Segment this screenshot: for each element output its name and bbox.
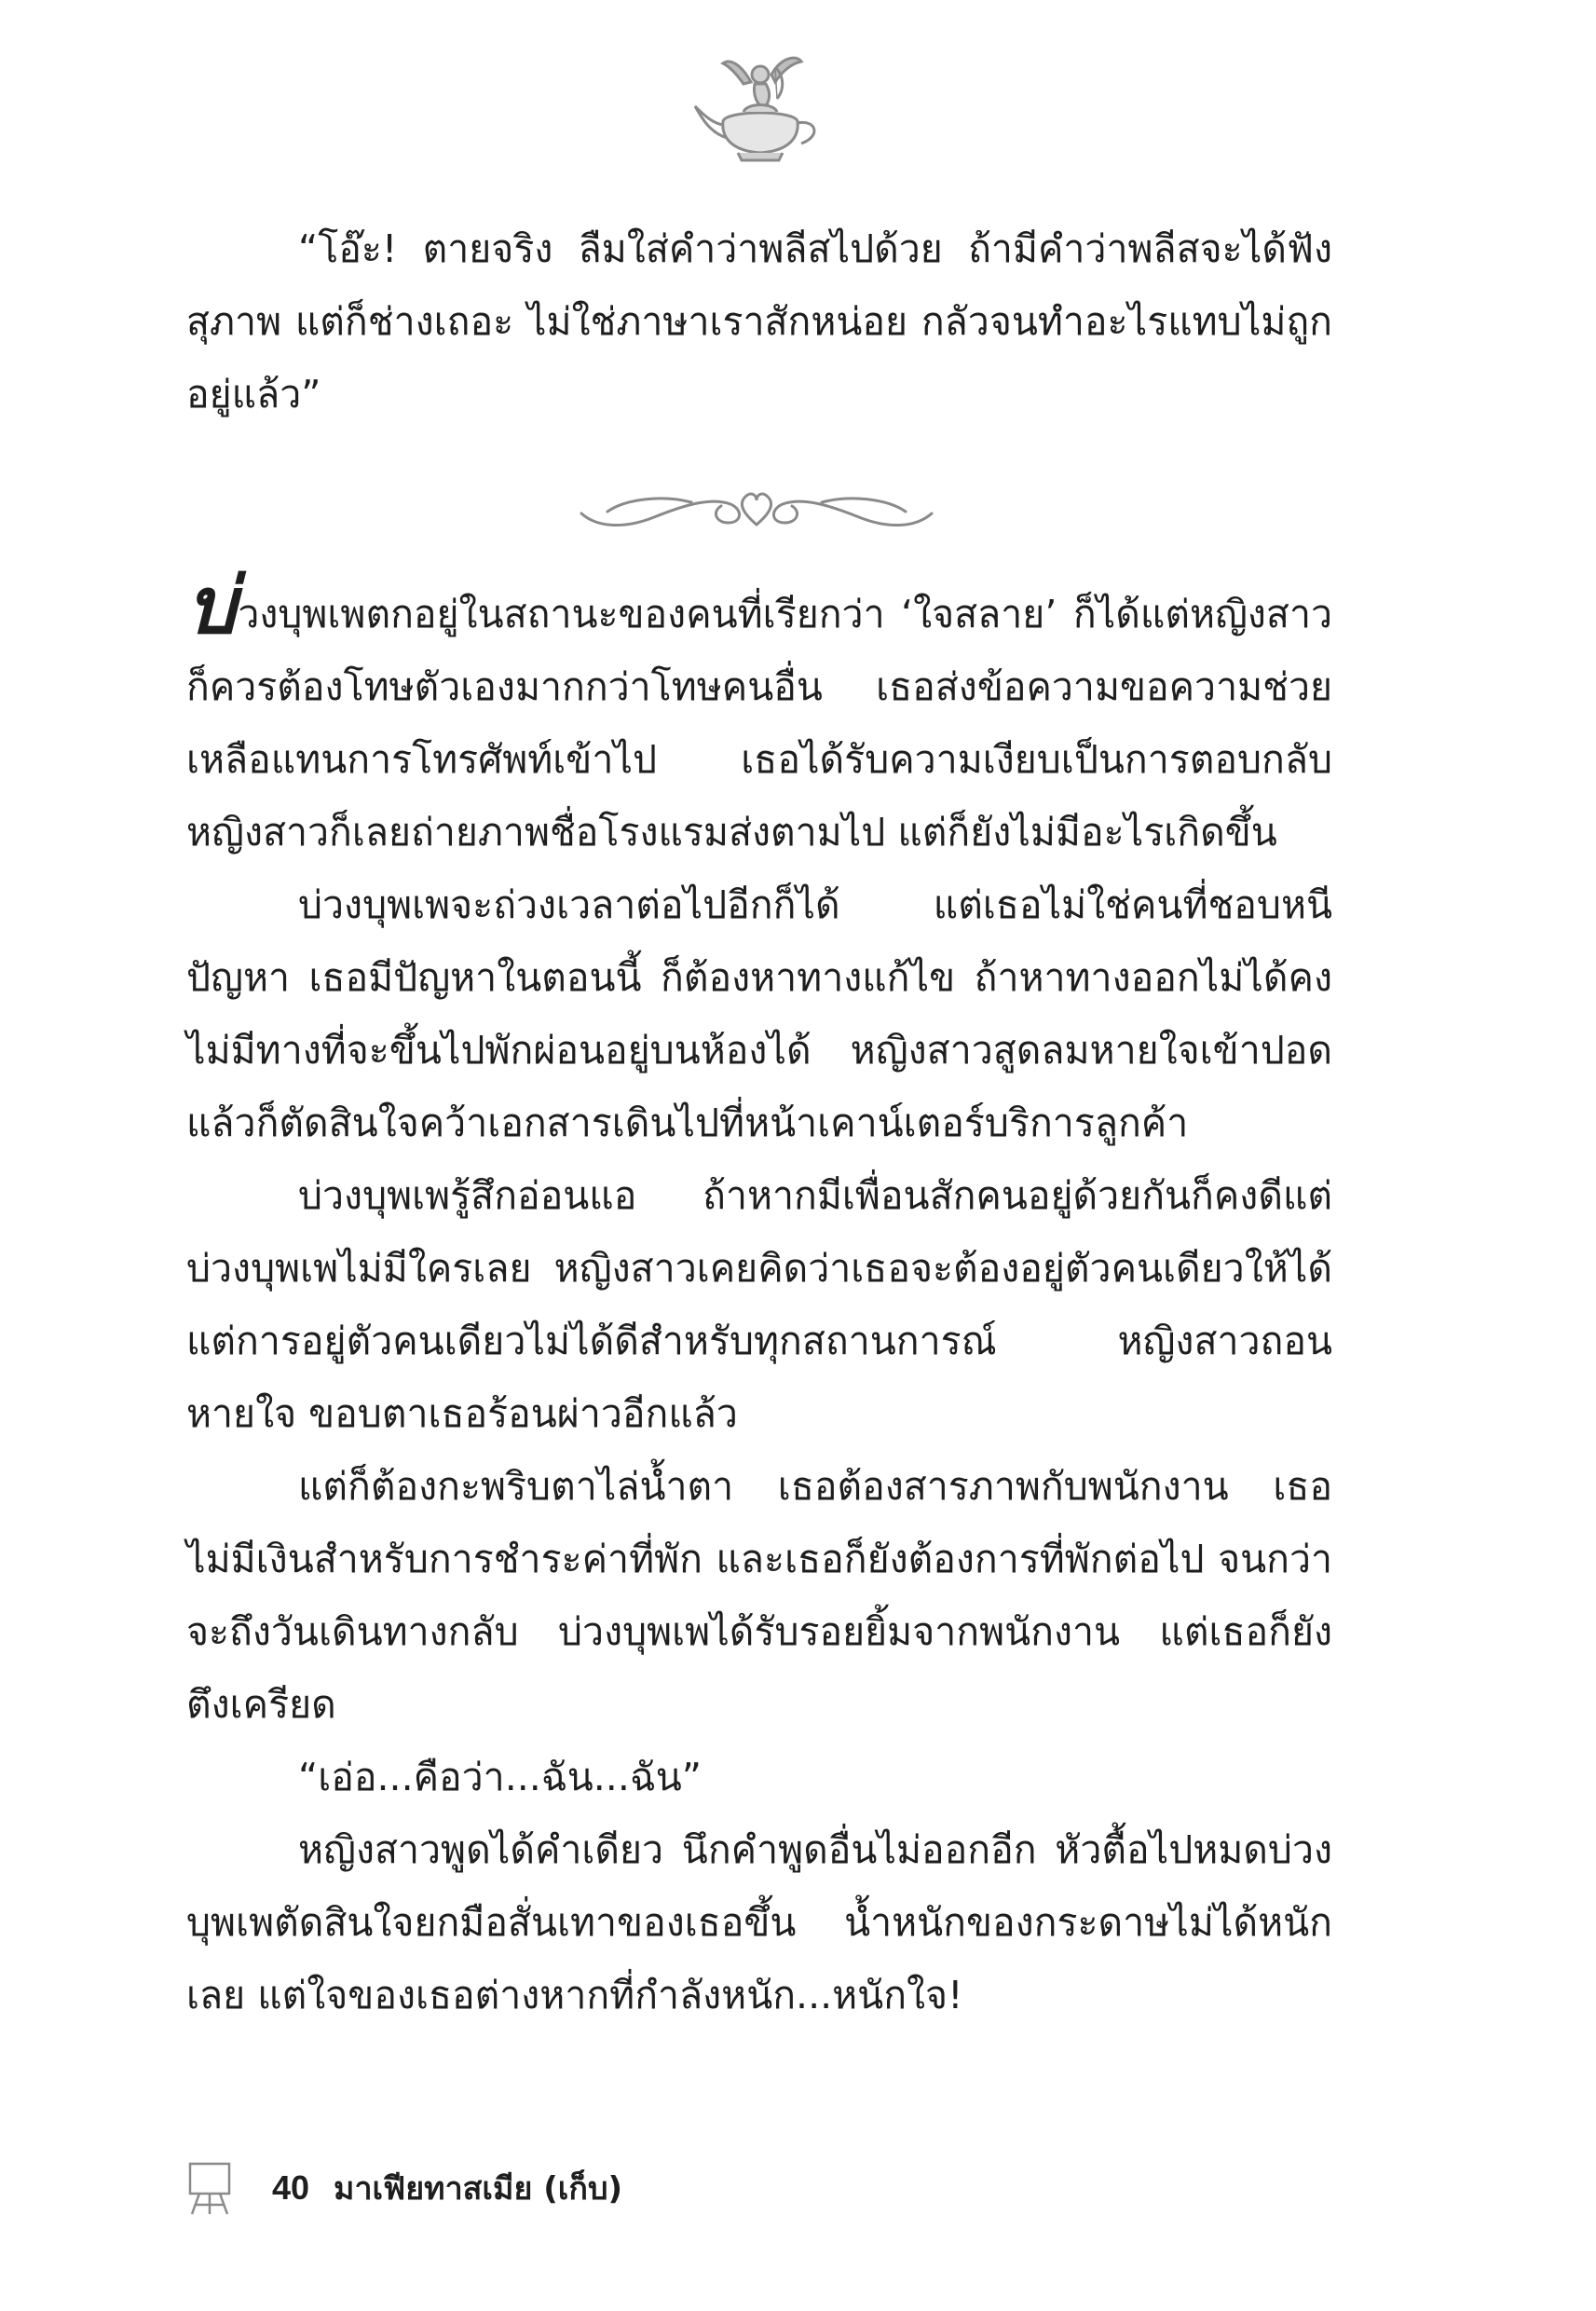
paragraph: “โอ๊ะ! ตายจริง ลืมใส่คำว่าพลีสไปด้วย ถ้ามีคำว่าพลีสจะได้ฟังสุภาพ แต่ก็ช่างเถอะ ไม่ใช่ภาษาเราสักหน่อย กลัวจนทำอะไรแทบไม่ถูกอยู่แล้ว” — [186, 226, 1332, 417]
book-title: มาเฟียทาสเมีย (เก็บ) — [334, 2170, 623, 2208]
teapot-cupid-ornament-icon — [686, 47, 835, 168]
text-block-top — [186, 212, 1332, 431]
paragraph: บ่วงบุพเพรู้สึกอ่อนแอ ถ้าหากมีเพื่อนสักคนอยู่ด้วยกันก็คงดีแต่บ่วงบุพเพไม่มีใครเลย หญิงสาวเคยคิดว่าเธอจะต้องอยู่ตัวคนเดียวให้ได้ แต่การอยู่ตัวคนเดียวไม่ได้ดีสำหรับทุกสถานการณ์ หญิงสาวถอนหายใจ ขอบตาเธอร้อนผ่าวอีกแล้ว — [186, 1173, 1332, 1436]
paragraph-first — [186, 559, 1332, 868]
page-footer — [186, 2160, 622, 2216]
paragraph-first-text: วงบุพเพตกอยู่ในสถานะของคนที่เรียกว่า ‘ใจสลาย’ ก็ได้แต่หญิงสาวก็ควรต้องโทษตัวเองมากกว่าโทษคนอื่น เธอส่งข้อความขอความช่วยเหลือแทนการโทรศัพท์เข้าไป เธอได้รับความเงียบเป็นการตอบกลับ หญิงสาวก็เลยถ่ายภาพชื่อโรงแรมส่งตามไป แต่ก็ยังไม่มีอะไรเกิดขึ้น — [186, 592, 1332, 855]
easel-icon — [186, 2160, 233, 2216]
paragraph: หญิงสาวพูดได้คำเดียว นึกคำพูดอื่นไม่ออกอีก หัวตื้อไปหมดบ่วงบุพเพตัดสินใจยกมือสั่นเทาของเธอขึ้น น้ำหนักของกระดาษไม่ได้หนักเลย แต่ใจของเธอต่างหากที่กำลังหนัก...หนักใจ! — [186, 1827, 1332, 2017]
paragraph: “เอ่อ...คือว่า...ฉัน...ฉัน” — [298, 1755, 703, 1799]
paragraph: แต่ก็ต้องกะพริบตาไล่น้ำตา เธอต้องสารภาพกับพนักงาน เธอไม่มีเงินสำหรับการชำระค่าที่พัก และเธอก็ยังต้องการที่พักต่อไป จนกว่าจะถึงวันเดินทางกลับ บ่วงบุพเพได้รับรอยยิ้มจากพนักงาน แต่เธอก็ยังตึงเครียด — [186, 1464, 1332, 1727]
page-number: 40 — [272, 2168, 310, 2207]
text-block-main — [186, 559, 1332, 2031]
drop-cap: บ่ — [186, 559, 237, 651]
paragraph: บ่วงบุพเพจะถ่วงเวลาต่อไปอีกก็ได้ แต่เธอไม่ใช่คนที่ชอบหนีปัญหา เธอมีปัญหาในตอนนี้ ก็ต้องหาทางแก้ไข ถ้าหาทางออกไม่ได้คงไม่มีทางที่จะขึ้นไปพักผ่อนอยู่บนห้องได้ หญิงสาวสูดลมหายใจเข้าปอด แล้วก็ตัดสินใจคว้าเอกสารเดินไปที่หน้าเคาน์เตอร์บริการลูกค้า — [186, 882, 1332, 1145]
swirl-heart-divider-icon — [570, 471, 943, 545]
